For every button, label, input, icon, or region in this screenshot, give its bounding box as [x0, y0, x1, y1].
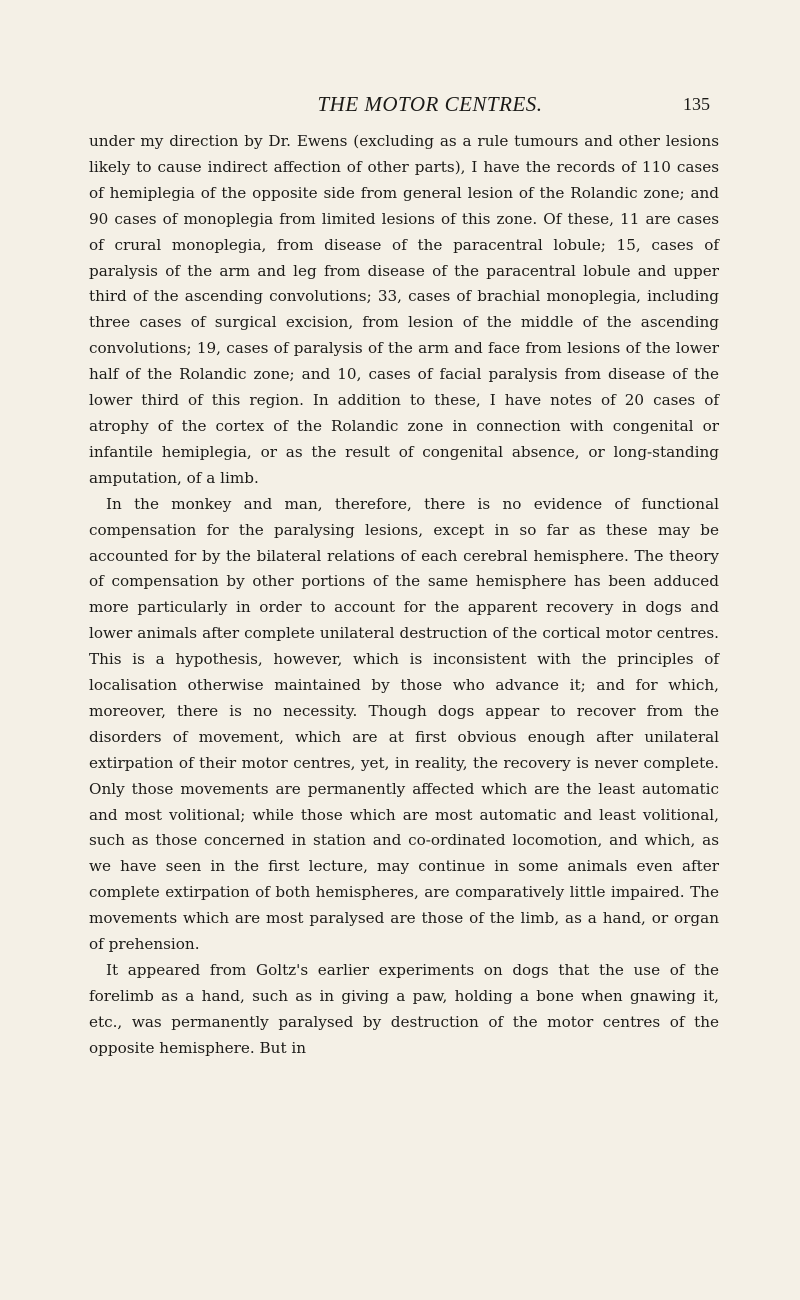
body-text	[89, 129, 719, 1062]
paragraph-goltz-experiments: It appeared from Goltz's earlier experiments on dogs that the use of the forelimb as a hand, such as in giving a paw, holding a bone when gnawing it, etc., was permanently paralysed by destruction of the motor centres of the opposite hemisphere. But in	[89, 961, 719, 1057]
paragraph-continuation: under my direction by Dr. Ewens (excluding as a rule tumours and other lesions likely to cause indirect affection of other parts), I have the records of 110 cases of hemiplegia of the opposite side from general lesion of the Rolandic zone; and 90 cases of monoplegia from limited lesions of this zone. Of these, 11 are cases of crural monoplegia, from disease of the paracentral lobule; 15, cases of paralysis of the arm and leg from disease of the paracentral lobule and upper third of the ascending convolutions; 33, cases of brachial monoplegia, including three cases of surgical excision, from lesion of the middle of the ascending convolutions; 19, cases of paralysis of the arm and face from lesions of the lower half of the Rolandic zone; and 10, cases of facial paralysis from disease of the lower third of this region. In addition to these, I have notes of 20 cases of atrophy of the cortex of the Rolandic zone in connection with congenital or infantile hemiplegia, or as the result of congenital absence, or long-standing amputation, of a limb.	[89, 132, 719, 487]
running-head	[150, 92, 710, 122]
running-title: THE MOTOR CENTRES.	[317, 92, 543, 116]
paragraph-compensation: In the monkey and man, therefore, there is no evidence of functional compensation for the paralysing lesions, except in so far as these may be accounted for by the bilateral relations of each cerebral hemisphere. The theory of compensation by other portions of the same hemisphere has been adduced more particularly in order to account for the apparent recovery in dogs and lower animals after complete unilateral destruction of the cortical motor centres. This is a hypothesis, however, which is inconsistent with the principles of localisation otherwise maintained by those who advance it; and for which, moreover, there is no necessity. Though dogs appear to recover from the disorders of movement, which are at first obvious enough after unilateral extirpation of their motor centres, yet, in reality, the recovery is never complete. Only those movements are permanently affected which are the least automatic and most volitional; while those which are most automatic and least volitional, such as those concerned in station and co-ordinated locomotion, and which, as we have seen in the first lecture, may continue in some animals even after complete extirpation of both hemispheres, are comparatively little impaired. The movements which are most paralysed are those of the limb, as a hand, or organ of prehension.	[89, 494, 719, 954]
page-number: 135	[683, 94, 710, 114]
